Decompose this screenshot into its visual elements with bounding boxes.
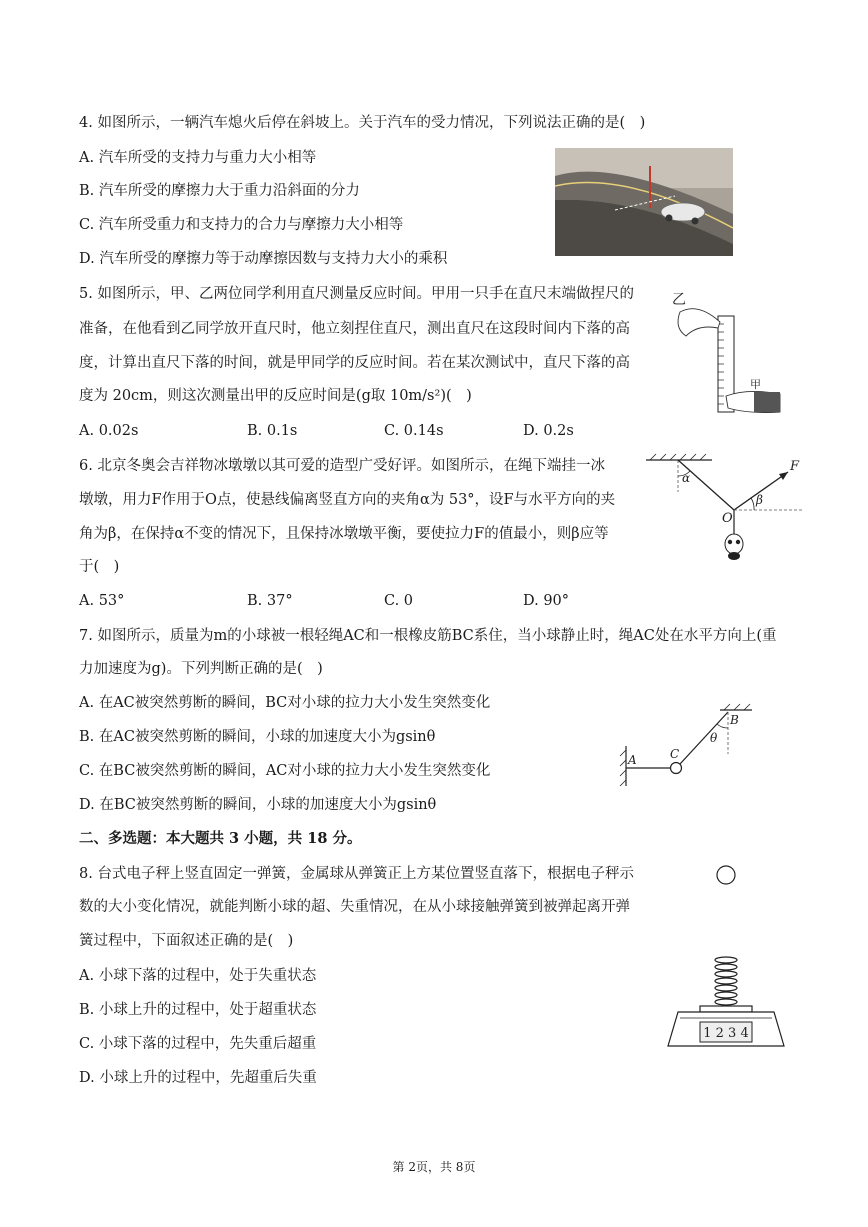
q5-stem-line-4: 度为 20cm，则这次测量出甲的反应时间是(g取 10m/s²)( ) (79, 388, 472, 404)
q6-stem-line-1: 6. 北京冬奥会吉祥物冰墩墩以其可爱的造型广受好评。如图所示，在绳下端挂一冰 (79, 458, 605, 474)
q5-option-c: C. 0.14s (384, 423, 444, 439)
fig6-point-o-label: O (722, 511, 733, 526)
fig7-point-c-label: C (670, 747, 680, 761)
q6-stem-line-4: 于( ) (79, 559, 120, 575)
car-on-slope-image (555, 148, 733, 256)
q6-option-c: C. 0 (384, 593, 414, 609)
fig7-point-b-label: B (730, 713, 739, 727)
q6-stem-line-3: 角为β，在保持α不变的情况下，且保持冰墩墩平衡，要使拉力F的值最小，则β应等 (79, 526, 609, 542)
ball-rope-band-figure (612, 700, 762, 792)
q8-stem-line-2: 数的大小变化情况，就能判断小球的超、失重情况，在从小球接触弹簧到被弹起离开弹 (79, 899, 630, 915)
q8-option-b: B. 小球上升的过程中，处于超重状态 (79, 1002, 317, 1018)
q6-option-a: A. 53° (79, 593, 125, 609)
q8-stem-line-1: 8. 台式电子秤上竖直固定一弹簧，金属球从弹簧正上方某位置竖直落下，根据电子秤示 (79, 866, 634, 882)
q8-option-c: C. 小球下落的过程中，先失重后超重 (79, 1036, 317, 1052)
q7-stem-line-1: 7. 如图所示，质量为m的小球被一根轻绳AC和一根橡皮筋BC系住，当小球静止时，绳AC处在水平方向上(重 (79, 628, 777, 644)
fig6-alpha-label: α (682, 471, 691, 485)
section-heading-multiple-choice: 二、多选题：本大题共 3 小题，共 18 分。 (79, 830, 362, 847)
ruler-fig-label-yi: 乙 (672, 291, 686, 307)
q5-option-b: B. 0.1s (247, 423, 298, 439)
q7-option-b: B. 在AC被突然剪断的瞬间，小球的加速度大小为gsinθ (79, 729, 436, 745)
spring-scale-figure (660, 862, 790, 1052)
q7-option-a: A. 在AC被突然剪断的瞬间，BC对小球的拉力大小发生突然变化 (79, 695, 491, 711)
ruler-reaction-figure (668, 284, 788, 418)
page-footer: 第 2页，共 8页 (392, 1160, 476, 1174)
q4-option-b: B. 汽车所受的摩擦力大于重力沿斜面的分力 (79, 183, 360, 199)
scale-display-digits: 1 2 3 4 (703, 1026, 749, 1041)
fig7-point-a-label: A (628, 753, 637, 767)
q4-stem: 4. 如图所示，一辆汽车熄火后停在斜坡上。关于汽车的受力情况，下列说法正确的是( ) (79, 115, 646, 131)
q6-stem-line-2: 墩墩，用力F作用于O点，使悬线偏离竖直方向的夹角α为 53°，设F与水平方向的夹 (79, 492, 616, 508)
fig7-theta-label: θ (710, 731, 718, 745)
ruler-fig-label-jia: 甲 (750, 379, 761, 391)
q7-option-c: C. 在BC被突然剪断的瞬间，AC对小球的拉力大小发生突然变化 (79, 763, 491, 779)
q8-option-a: A. 小球下落的过程中，处于失重状态 (79, 968, 317, 984)
q7-stem-line-2: 力加速度为g)。下列判断正确的是( ) (79, 661, 323, 677)
q5-stem-line-2: 准备，在他看到乙同学放开直尺时，他立刻捏住直尺，测出直尺在这段时间内下落的高 (79, 321, 630, 337)
q6-option-b: B. 37° (247, 593, 293, 609)
q4-option-a: A. 汽车所受的支持力与重力大小相等 (79, 150, 317, 166)
q6-option-d: D. 90° (523, 593, 570, 609)
fig6-beta-label: β (756, 493, 763, 507)
fig6-force-label: F (790, 459, 800, 474)
q4-option-d: D. 汽车所受的摩擦力等于动摩擦因数与支持力大小的乘积 (79, 251, 448, 267)
q5-stem-line-3: 度，计算出直尺下落的时间，就是甲同学的反应时间。若在某次测试中，直尺下落的高 (79, 355, 630, 371)
q8-stem-line-3: 簧过程中，下面叙述正确的是( ) (79, 933, 294, 949)
q5-stem-line-1: 5. 如图所示，甲、乙两位同学利用直尺测量反应时间。甲用一只手在直尺末端做捏尺的 (79, 286, 634, 302)
q5-option-a: A. 0.02s (79, 423, 139, 439)
q7-option-d: D. 在BC被突然剪断的瞬间，小球的加速度大小为gsinθ (79, 797, 437, 813)
q5-option-d: D. 0.2s (523, 423, 574, 439)
q4-option-c: C. 汽车所受重力和支持力的合力与摩擦力大小相等 (79, 217, 404, 233)
bing-dwen-dwen-force-figure (640, 452, 810, 570)
q8-option-d: D. 小球上升的过程中，先超重后失重 (79, 1070, 317, 1086)
